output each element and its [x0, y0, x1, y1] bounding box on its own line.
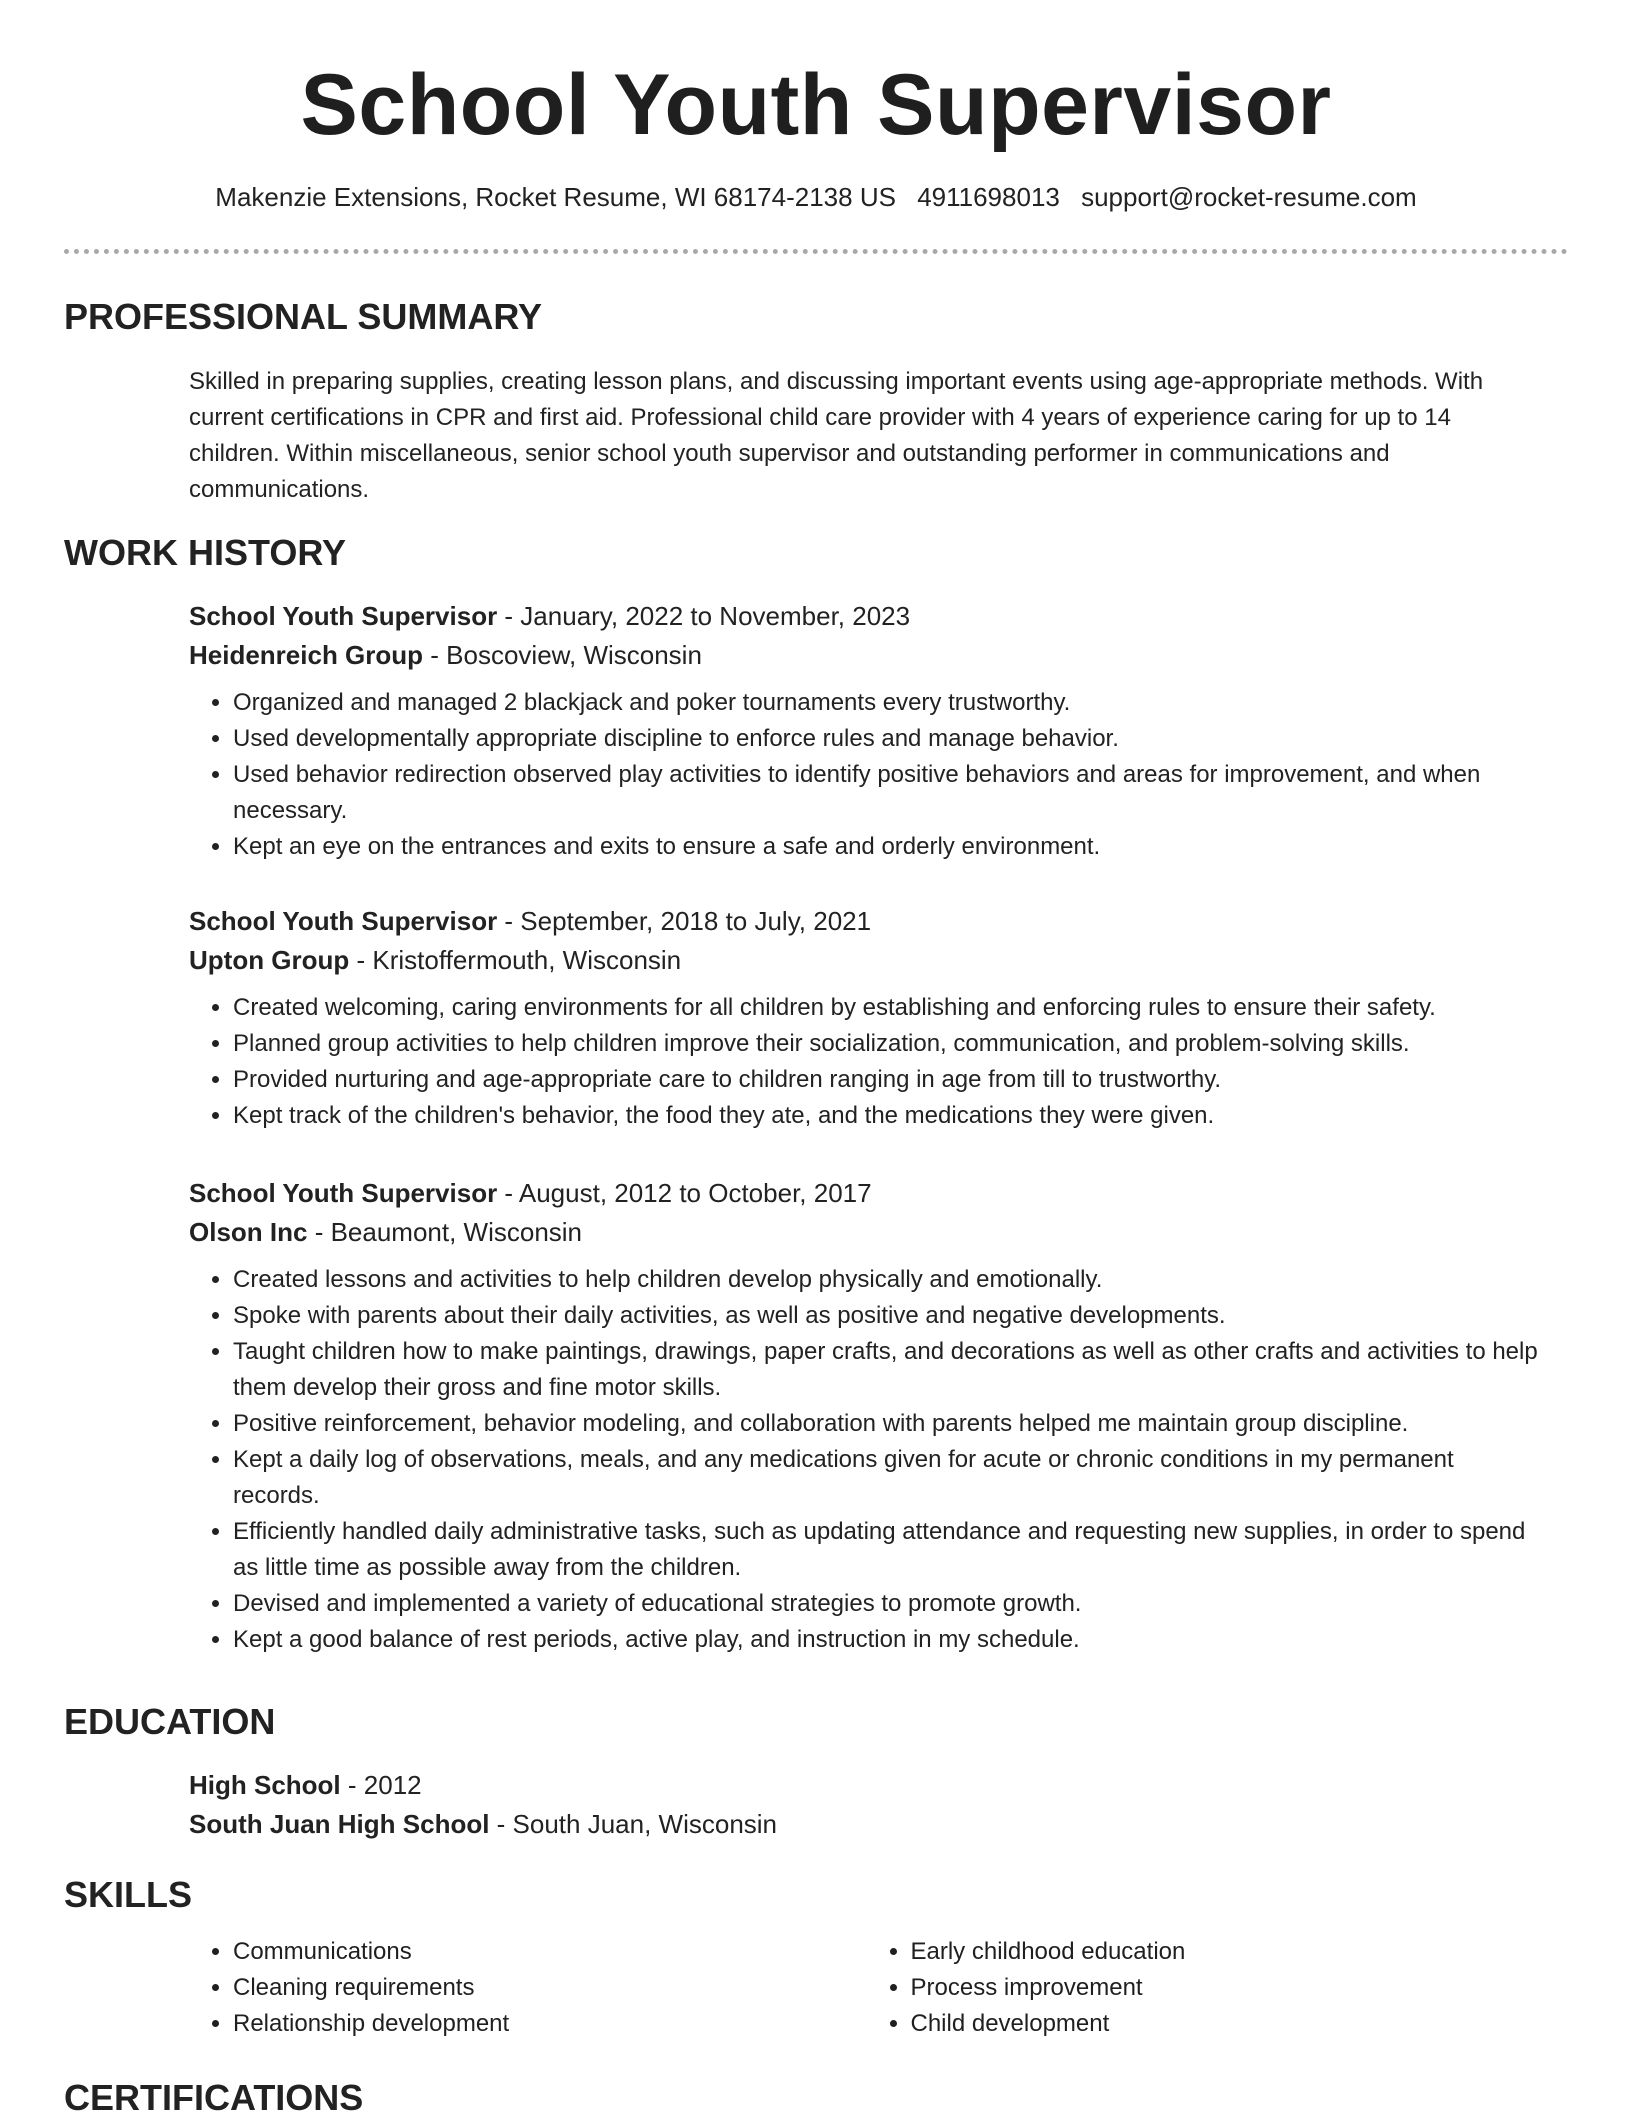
job-bullet: • Efficiently handled daily administrative tasks, such as updating attendance and requesting new supplies, in order to spend as little time as possible away from the children.: [233, 1514, 1544, 1586]
job-dates: - September, 2018 to July, 2021: [497, 906, 872, 936]
education-school: South Juan High School: [189, 1809, 490, 1839]
job-entry: [189, 902, 1544, 1134]
job-title-line: [189, 1174, 1544, 1213]
job-bullet: • Kept a good balance of rest periods, active play, and instruction in my schedule.: [233, 1622, 1544, 1658]
summary-text: Skilled in preparing supplies, creating lesson plans, and discussing important events using age-appropriate methods. With current certifications in CPR and first aid. Professional child care provider with 4 years of experience caring for up to 14 children. Within miscellaneous, senior school youth supervisor and outstanding performer in communications and communications.: [189, 368, 1484, 503]
job-bullet: • Spoke with parents about their daily activities, as well as positive and negative developments.: [233, 1298, 1544, 1334]
resume-name: School Youth Supervisor: [300, 57, 1332, 153]
job-location: - Boscoview, Wisconsin: [423, 640, 702, 670]
skill-item: • Early childhood education: [911, 1934, 1545, 1970]
job-bullet: • Taught children how to make paintings, drawings, paper crafts, and decorations as well as other crafts and activities to help them develop their gross and fine motor skills.: [233, 1334, 1544, 1406]
job-bullets: [189, 685, 1544, 865]
job-title: School Youth Supervisor: [189, 1178, 498, 1208]
skill-item: • Cleaning requirements: [233, 1970, 867, 2006]
contact-email[interactable]: support@rocket-resume.com: [1081, 182, 1417, 212]
job-company-line: [189, 1213, 1544, 1252]
section-title-education: EDUCATION: [64, 1701, 276, 1742]
education-year: - 2012: [340, 1770, 422, 1800]
job-entry: [189, 1174, 1544, 1658]
job-company-line: [189, 941, 1544, 980]
skill-item: • Relationship development: [233, 2006, 867, 2042]
job-title: School Youth Supervisor: [189, 601, 498, 631]
job-bullets: [189, 990, 1544, 1134]
education-entry: [189, 1766, 1544, 1844]
job-bullet: • Planned group activities to help children improve their socialization, communication, and problem-solving skills.: [233, 1026, 1544, 1062]
job-bullet: • Devised and implemented a variety of educational strategies to promote growth.: [233, 1586, 1544, 1622]
skills-column-left: [189, 1934, 867, 2042]
summary-block: [189, 364, 1544, 508]
job-company: Olson Inc: [189, 1217, 308, 1247]
job-bullet: • Positive reinforcement, behavior modeling, and collaboration with parents helped me maintain group discipline.: [233, 1406, 1544, 1442]
job-company-line: [189, 636, 1544, 675]
job-bullet: • Kept track of the children's behavior, the food they ate, and the medications they were given.: [233, 1098, 1544, 1134]
job-location: - Beaumont, Wisconsin: [307, 1217, 583, 1247]
job-bullet: • Kept an eye on the entrances and exits to ensure a safe and orderly environment.: [233, 829, 1544, 865]
skill-item: • Process improvement: [911, 1970, 1545, 2006]
section-title-summary: PROFESSIONAL SUMMARY: [64, 296, 543, 337]
job-bullet: • Kept a daily log of observations, meals, and any medications given for acute or chronic conditions in my permanent records.: [233, 1442, 1544, 1514]
job-title: School Youth Supervisor: [189, 906, 498, 936]
section-title-work: WORK HISTORY: [64, 532, 347, 573]
job-location: - Kristoffermouth, Wisconsin: [349, 945, 682, 975]
section-title-certifications: CERTIFICATIONS: [64, 2077, 364, 2118]
job-bullets: [189, 1262, 1544, 1658]
job-dates: - January, 2022 to November, 2023: [497, 601, 911, 631]
section-title-skills: SKILLS: [64, 1874, 193, 1915]
education-school-line: [189, 1805, 1544, 1844]
contact-address: Makenzie Extensions, Rocket Resume, WI 68174-2138 US: [215, 182, 896, 212]
job-entry: [189, 597, 1544, 865]
job-dates: - August, 2012 to October, 2017: [497, 1178, 872, 1208]
job-bullet: • Provided nurturing and age-appropriate care to children ranging in age from till to trustworthy.: [233, 1062, 1544, 1098]
job-bullet: • Used developmentally appropriate discipline to enforce rules and manage behavior.: [233, 721, 1544, 757]
contact-line: [0, 180, 1632, 214]
skill-item: • Child development: [911, 2006, 1545, 2042]
education-degree: High School: [189, 1770, 341, 1800]
job-company: Heidenreich Group: [189, 640, 424, 670]
job-bullet: • Created lessons and activities to help children develop physically and emotionally.: [233, 1262, 1544, 1298]
job-bullet: • Used behavior redirection observed play activities to identify positive behaviors and areas for improvement, and when necessary.: [233, 757, 1544, 829]
job-bullet: • Created welcoming, caring environments for all children by establishing and enforcing rules to ensure their safety.: [233, 990, 1544, 1026]
education-degree-line: [189, 1766, 1544, 1805]
skills-list: [189, 1934, 1544, 2042]
skill-item: • Communications: [233, 1934, 867, 1970]
skills-column-right: [867, 1934, 1545, 2042]
job-company: Upton Group: [189, 945, 350, 975]
contact-phone: 4911698013: [917, 182, 1060, 212]
header-divider: [64, 249, 1568, 254]
job-title-line: [189, 597, 1544, 636]
education-location: - South Juan, Wisconsin: [489, 1809, 778, 1839]
job-bullet: • Organized and managed 2 blackjack and poker tournaments every trustworthy.: [233, 685, 1544, 721]
job-title-line: [189, 902, 1544, 941]
